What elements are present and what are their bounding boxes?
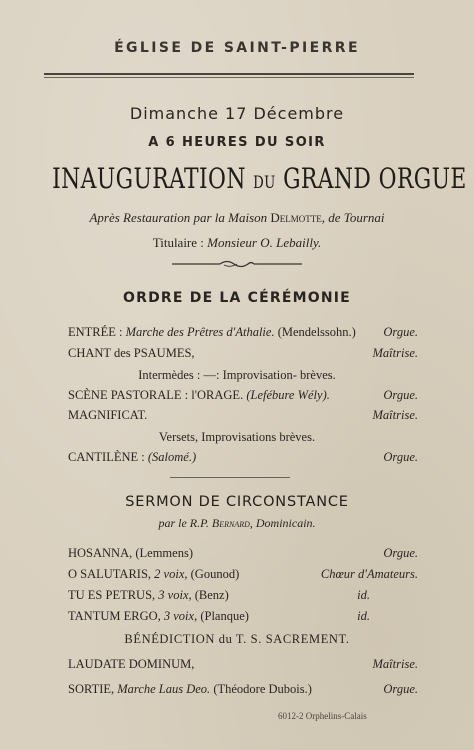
item-performer: Orgue.	[383, 325, 418, 339]
printer-mark: 6012-2 Orphelins-Calais	[278, 711, 367, 721]
ceremony-item	[68, 346, 418, 364]
sermon-item	[68, 588, 418, 606]
event-title-du: DU	[253, 173, 276, 193]
item-composer: (Planque)	[197, 609, 249, 623]
restoration-name: Delmotte	[270, 210, 322, 225]
item-title: SORTIE,	[68, 682, 118, 696]
event-date: Dimanche 17 Décembre	[129, 104, 345, 123]
benediction-line: BÉNÉDICTION du T. S. SACREMENT.	[124, 632, 350, 646]
item-title: ENTRÉE :	[68, 325, 126, 339]
item-composer: (Benz)	[191, 588, 229, 602]
sermon-item	[68, 546, 418, 564]
item-title: SCÈNE PASTORALE : l'ORAGE.	[68, 388, 247, 402]
item-detail: Marche des Prêtres d'Athalie.	[125, 325, 275, 339]
item-title: HOSANNA, (Lemmens)	[68, 546, 193, 560]
titular-label: Titulaire :	[152, 235, 204, 250]
item-composer: (Salomé.)	[147, 450, 197, 464]
sermon-item	[68, 657, 418, 675]
sermon-item	[68, 567, 418, 585]
item-performer: Orgue.	[383, 450, 418, 464]
header-rule	[44, 73, 414, 75]
item-performer: id.	[357, 588, 370, 602]
preacher-line	[0, 516, 474, 531]
ceremony-item	[68, 450, 418, 468]
item-performer: Orgue.	[383, 546, 418, 560]
ceremony-item	[68, 388, 418, 406]
versets-line: Versets, Improvisations brèves.	[158, 430, 316, 444]
restoration-post: , de Tournai	[321, 210, 385, 225]
event-time: A 6 HEURES DU SOIR	[148, 135, 326, 150]
item-composer: (Théodore Dubois.)	[210, 682, 312, 696]
item-voices: 3 voix,	[163, 609, 198, 623]
titular-line	[0, 235, 474, 251]
item-composer: (Gounod)	[187, 567, 240, 581]
preacher-name: Bernard	[211, 516, 250, 530]
item-composer: (Mendelssohn.)	[274, 325, 356, 339]
item-performer: Maîtrise.	[372, 408, 418, 422]
item-title: LAUDATE DOMINUM,	[68, 657, 195, 671]
item-title: O SALUTARIS,	[68, 567, 155, 581]
event-title	[52, 162, 467, 195]
section-divider	[170, 477, 290, 478]
event-title-part-1: INAUGURATION	[52, 162, 246, 195]
item-title: TANTUM ERGO,	[68, 609, 164, 623]
preacher-post: , Dominicain.	[249, 516, 316, 530]
titular-name: Monsieur O. Lebailly.	[207, 235, 322, 250]
item-title: TU ES PETRUS,	[68, 588, 159, 602]
item-performer: id.	[357, 609, 370, 623]
item-title: MAGNIFICAT.	[68, 408, 148, 422]
event-title-part-2: GRAND ORGUE	[283, 162, 467, 195]
item-detail: Marche Laus Deo.	[117, 682, 211, 696]
sermon-item	[68, 682, 418, 700]
item-performer: Orgue.	[383, 682, 418, 696]
item-performer: Maîtrise.	[372, 657, 418, 671]
item-voices: 3 voix,	[158, 588, 192, 602]
item-title: CHANT des PSAUMES,	[68, 346, 195, 360]
item-composer: (Lefébure Wély).	[246, 388, 330, 402]
sermon-item	[68, 609, 418, 627]
ceremony-item	[68, 408, 418, 426]
header-rule-thin	[44, 77, 414, 78]
item-voices: 2 voix,	[154, 567, 188, 581]
interlude-line: Intermèdes : —: Improvisation- brèves.	[138, 368, 336, 382]
preacher-pre: par le R.P.	[158, 516, 209, 530]
ceremony-item	[68, 325, 418, 343]
item-performer: Chœur d'Amateurs.	[320, 567, 418, 581]
sermon-heading: SERMON DE CIRCONSTANCE	[125, 494, 349, 510]
item-performer: Maîtrise.	[372, 346, 418, 360]
ornament-divider	[172, 258, 302, 270]
restoration-pre: Après Restauration par la Maison	[89, 210, 268, 225]
restoration-line	[0, 210, 474, 226]
item-performer: Orgue.	[383, 388, 418, 402]
church-name: ÉGLISE DE SAINT-PIERRE	[114, 40, 360, 56]
ceremony-heading: ORDRE DE LA CÉRÉMONIE	[123, 290, 351, 306]
item-title: CANTILÈNE :	[68, 450, 148, 464]
